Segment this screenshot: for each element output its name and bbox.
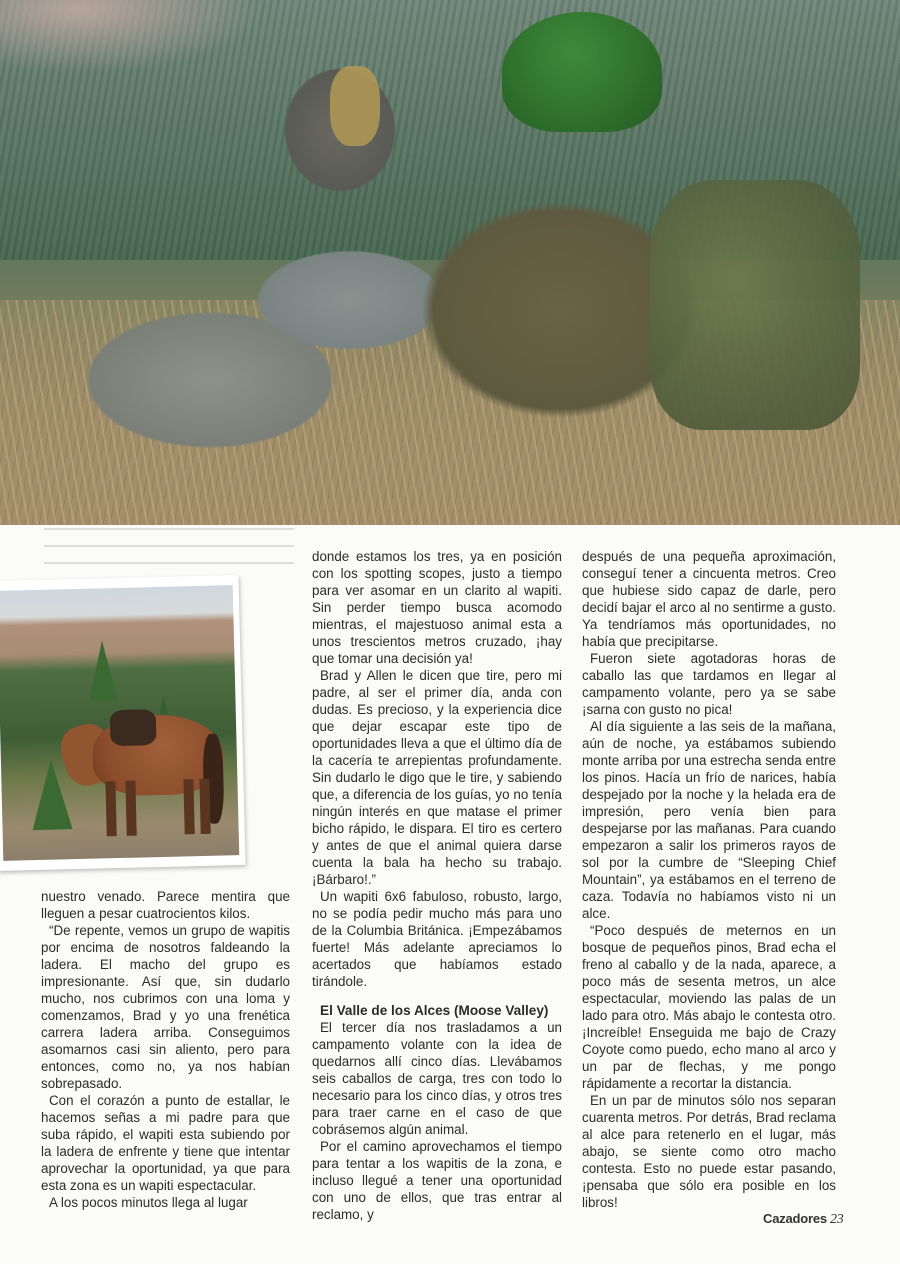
horse [62, 713, 225, 837]
section-subheading: El Valle de los Alces (Moose Valley) [320, 1003, 549, 1018]
paragraph: Un wapiti 6x6 fabuloso, robusto, largo, no se podía pedir mucho más para uno de la Columbia Británica. ¡Empezábamos fuerte! Más adelante apreciamos lo acertados que habíamos estado tirándole. [312, 889, 562, 989]
inset-photo-frame [0, 575, 246, 871]
paragraph: “Poco después de meternos en un bosque de pequeños pinos, Brad echa el freno al caballo y de la nada, aparece, a poco más de sesenta metros, un alce espectacular, moviendo las palas de un lado para otro. Más abajo le contesta otro. ¡Increíble! Enseguida me bajo de Crazy Coyote como puedo, echo mano al arco y un par de flechas, y me pongo rápidamente a recortar la distancia. [582, 923, 836, 1091]
saddle [110, 709, 157, 746]
paragraph: A los pocos minutos llega al lugar [49, 1195, 248, 1210]
paragraph: nuestro venado. Parece mentira que lleguen a pesar cuatrocientos kilos. [41, 889, 290, 921]
paragraph: En un par de minutos sólo nos separan cuarenta metros. Por detrás, Brad reclama al alce para retenerlo en el lugar, más abajo, se siente como otro macho contesta. Esto no puede estar pasando, ¡pensaba que sólo era posible en los libros! [582, 1093, 836, 1210]
pine-tree [88, 640, 117, 701]
page-folio [763, 1211, 844, 1228]
article-column-1 [41, 888, 290, 1211]
paragraph: Por el camino aprovechamos el tiempo para tentar a los wapitis de la zona, e incluso llegué a tener una oportunidad con uno de ellos, que tras entrar al reclamo, y [312, 1139, 562, 1222]
green-beanie [502, 12, 662, 132]
article-column-2 [312, 548, 562, 1223]
paragraph: después de una pequeña aproximación, conseguí tener a cincuenta metros. Creo que hubiese sido capaz de darle, pero decidí bajar el arco al no sentirme a gusto. Ya tendríamos más oportunidades, no había que precipitarse. [582, 549, 836, 649]
article-column-3 [582, 548, 836, 1211]
glove [330, 66, 380, 146]
horse-photo [0, 585, 239, 861]
paragraph: Con el corazón a punto de estallar, le hacemos señas a mi padre para que suba rápido, el wapiti esta subiendo por la ladera de enfrente y tiene que intentar aprovechar la oportunidad, ya que para esta zona es un wapiti espectacular. [41, 1093, 290, 1193]
hero-photo [0, 0, 900, 525]
page-number: 23 [829, 1212, 844, 1227]
paragraph: Fueron siete agotadoras horas de caballo las que tardamos en llegar al campamento volante, pero ya se sabe ¡sarna con gusto no pica! [582, 651, 836, 717]
paragraph: “De repente, vemos un grupo de wapitis por encima de nosotros faldeando la ladera. El macho del grupo es impresionante. Así que, sin dudarlo mucho, nos cubrimos con una loma y comenzamos, Brad y yo una frenética carrera ladera arriba. Conseguimos asomarnos casi sin aliento, pero para entonces, como no, ya nos habían sobrepasado. [41, 923, 290, 1091]
show-through-text [44, 528, 294, 576]
backpack [650, 180, 860, 430]
paragraph: Al día siguiente a las seis de la mañana, aún de noche, ya estábamos subiendo monte arriba por una estrecha senda entre los pinos. Hacía un frío de narices, había despejado por la noche y la helada era de impresión, pero venía bien para despejarse por las mañanas. Para cuando empezaron a salir los primeros rayos de sol por la cumbre de “Sleeping Chief Mountain”, ya estábamos en el terreno de caza. Todavía no habíamos visto ni un alce. [582, 719, 836, 921]
paragraph: Brad y Allen le dicen que tire, pero mi padre, al ser el primer día, anda con dudas. Es precioso, y la experiencia dice que dejar escapar este tipo de oportunidades lleva a que el último día de la cacería te arrepientas profundamente. Sin dudarlo le digo que le tire, y sabiendo que, a diferencia de los guías, yo no tenía ningún interés en que matase el primer bicho rápido, le dispara. El tiro es certero y antes de que el animal quiera darse cuenta la bala ha hecho su trabajo. ¡Bárbaro!.” [312, 668, 562, 887]
magazine-name: Cazadores [763, 1211, 827, 1226]
paragraph: El tercer día nos trasladamos a un campamento volante con la idea de quedarnos allí cinco días. Llevábamos seis caballos de carga, tres con todo lo necesario para los cinco días, y otros tres para traer carne en el caso de que cobrásemos algún animal. [312, 1020, 562, 1137]
paragraph: donde estamos los tres, ya en posición con los spotting scopes, justo a tiempo para ver asomar en un clarito al wapiti. Sin perder tiempo busca acomodo mientras, el majestuoso animal esta a unos trescientos metros cruzado, ¡hay que tomar una decisión ya! [312, 549, 562, 666]
